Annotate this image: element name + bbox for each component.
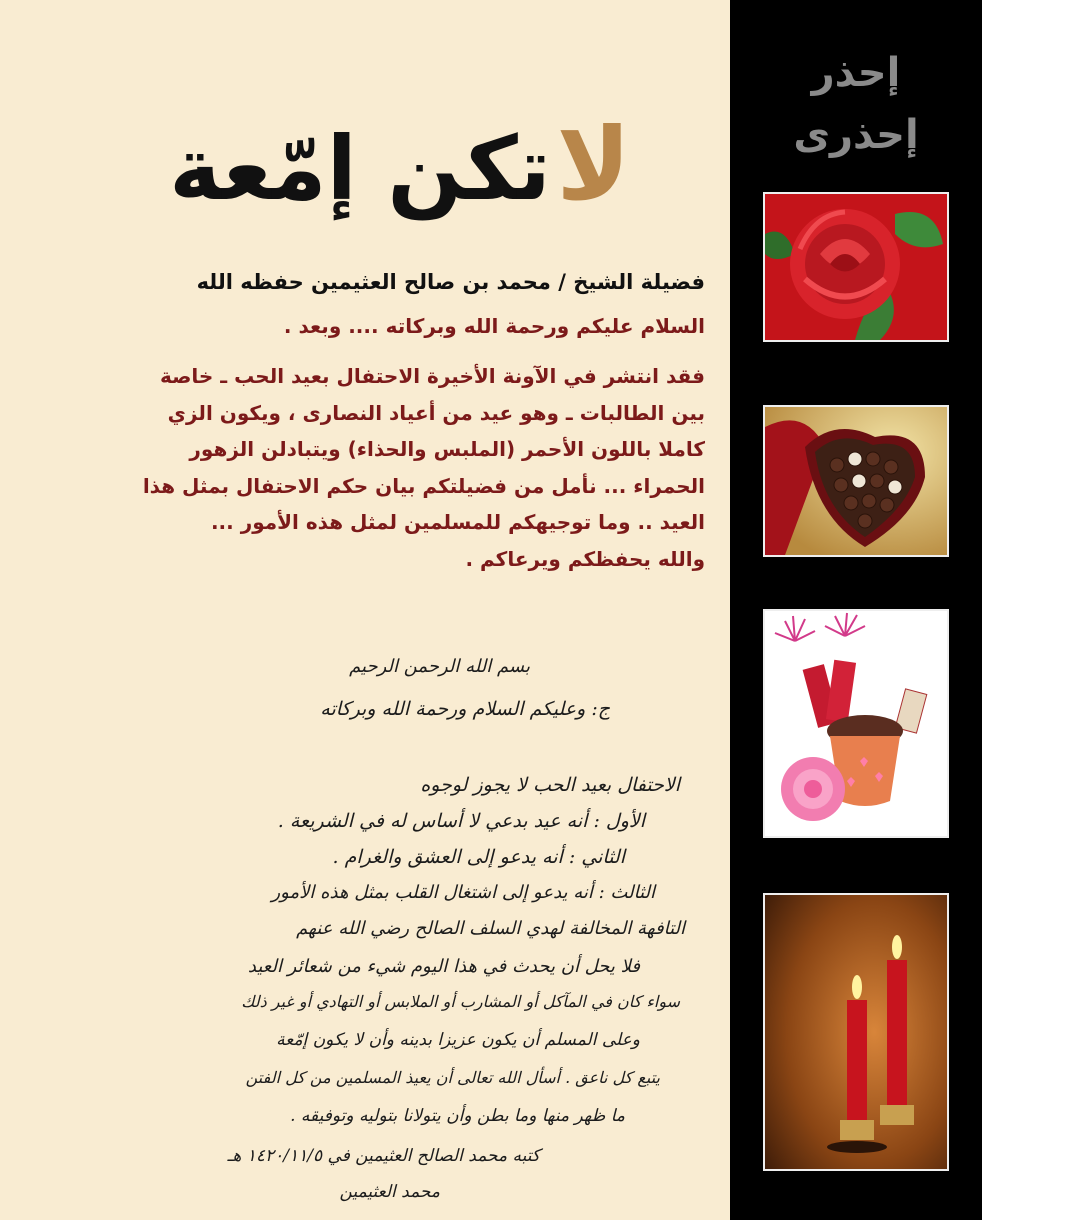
- answer-line: ما ظهر منها وما بطن وأن يتولانا بتوليه وتوفيقه .: [290, 1106, 625, 1126]
- letter-addressee: فضيلة الشيخ / محمد بن صالح العثيمين حفظه الله: [196, 270, 705, 294]
- question-line: كاملا باللون الأحمر (الملبس والحذاء) ويتبادلن الزهور: [189, 437, 705, 461]
- question-line: والله يحفظكم ويرعاكم .: [465, 546, 705, 571]
- title-negation: لا: [556, 106, 631, 223]
- warning-text-female: إحذرى: [793, 112, 919, 158]
- answer-line: التافهة المخالفة لهدي السلف الصالح رضي الله عنهم: [296, 918, 685, 939]
- title-rest: تكن إمّعة: [169, 117, 551, 220]
- reply-greeting: ج: وعليكم السلام ورحمة الله وبركاته: [320, 698, 610, 720]
- heart-chocolate-box-image: [763, 405, 949, 557]
- question-line: العيد .. وما توجيهكم للمسلمين لمثل هذه الأمور ...: [210, 510, 705, 534]
- answer-line: يتبع كل ناعق . أسأل الله تعالى أن يعيذ المسلمين من كل الفتن: [245, 1068, 660, 1087]
- question-line: الحمراء ... نأمل من فضيلتكم بيان حكم الاحتفال بمثل هذا: [142, 473, 705, 498]
- letter-greeting: السلام عليكم ورحمة الله وبركاته .... وبعد .: [283, 314, 705, 338]
- basmala: بسم الله الرحمن الرحيم: [349, 656, 530, 677]
- answer-line: الأول : أنه عيد بدعي لا أساس له في الشريعة .: [277, 810, 645, 832]
- answer-line: وعلى المسلم أن يكون عزيزا بدينه وأن لا يكون إمّعة: [276, 1030, 640, 1050]
- valentine-gift-basket-image: [763, 609, 949, 838]
- right-margin: [982, 0, 1065, 1220]
- answer-line: الاحتفال بعيد الحب لا يجوز لوجوه: [420, 774, 680, 796]
- question-line: فقد انتشر في الآونة الأخيرة الاحتفال بعيد الحب ـ خاصة: [159, 364, 705, 388]
- letter-question: [142, 358, 705, 577]
- answer-line: سواء كان في المآكل أو المشارب أو الملابس أو التهادي أو غير ذلك: [241, 992, 680, 1011]
- red-rose-image: [763, 192, 949, 342]
- red-candles-image: [763, 893, 949, 1171]
- answer-line: فلا يحل أن يحدث في هذا اليوم شيء من شعائر العيد: [247, 956, 640, 977]
- signature-line: كتبه محمد الصالح العثيمين في ١٤٢٠/١١/٥ هـ: [227, 1146, 540, 1166]
- warning-text-male: إحذر: [811, 50, 901, 96]
- answer-line: الثالث : أنه يدعو إلى اشتغال القلب بمثل هذه الأمور: [271, 882, 655, 903]
- signature: محمد العثيمين: [339, 1182, 440, 1202]
- page-title: [150, 106, 650, 223]
- answer-line: الثاني : أنه يدعو إلى العشق والغرام .: [332, 846, 625, 868]
- question-line: بين الطالبات ـ وهو عيد من أعياد النصارى ، ويكون الزي: [167, 400, 705, 425]
